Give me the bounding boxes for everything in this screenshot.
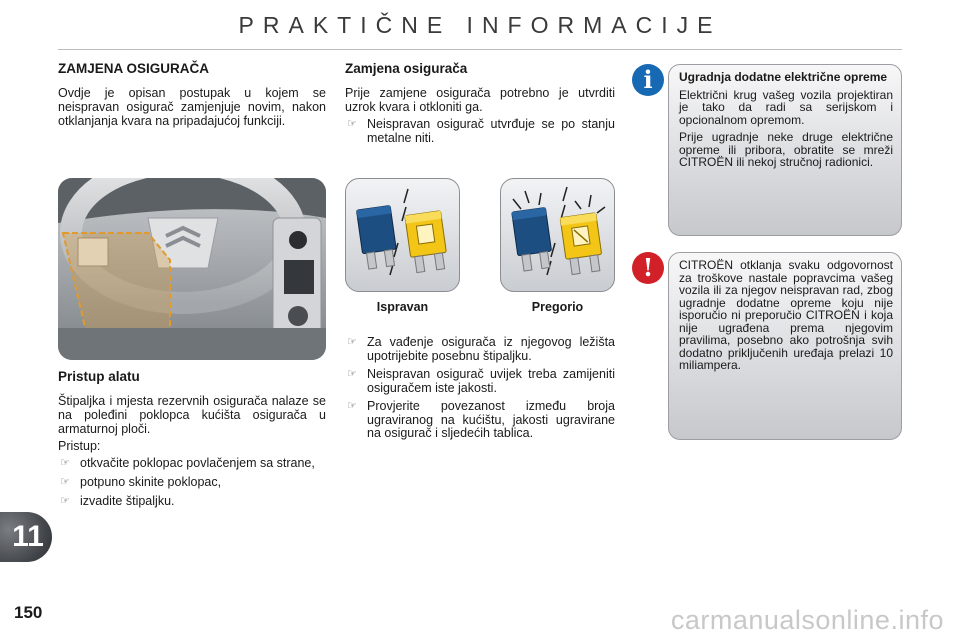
section-heading-fuse-change: Zamjena osigurača: [345, 61, 468, 76]
info-icon: i: [632, 64, 664, 96]
page-header-title: PRAKTIČNE INFORMACIJE: [238, 12, 722, 38]
fuse-blown-label: Pregorio: [531, 300, 584, 314]
info-box-title: Ugradnja dodatne električne opreme: [679, 70, 888, 84]
intro-paragraph: Ovdje je opisan postupak u kojem se neispravan osigurač zamjenjuje novim, nakon otklanjanja kvara na pripadajućoj funkciji.: [58, 86, 326, 128]
list-item: ☞ otkvačite poklopac povlačenjem sa strane,: [60, 456, 315, 470]
hand-pointer-icon: ☞: [60, 476, 70, 488]
section-heading-access: Pristup alatu: [58, 369, 140, 384]
info-box-paragraph: Električni krug vašeg vozila projektiran je tako da radi sa serijskom i opcionalnom opremom.: [679, 87, 893, 127]
list-item: ☞ Za vađenje osigurača iz njegovog ležišta upotrijebite posebnu štipaljku.: [347, 335, 615, 363]
warning-box-text: CITROËN otklanja svaku odgovornost za troškove nastale popravcima vašeg vozila ili za njegov neispravan rad, zbog ugradnje dodatne opreme koju nije isporučio ni preporučio CITROËN i koja nije ugrađena prema njegovim pravilima, posebno ako potrošnja svih dodatno priključenih uređaja prelazi 10 miliampera.: [679, 258, 893, 372]
middle-intro: Prije zamjene osigurača potrebno je utvrditi uzrok kvara i otkloniti ga.: [345, 86, 615, 114]
hand-pointer-icon: ☞: [347, 118, 357, 130]
list-item: ☞ Neispravan osigurač utvrđuje se po stanju metalne niti.: [347, 117, 615, 145]
left-column: [58, 62, 326, 131]
header-divider: [58, 49, 902, 50]
middle-lower-column: [345, 333, 615, 446]
middle-bullets-2: [345, 336, 615, 441]
hand-pointer-icon: ☞: [60, 457, 70, 469]
fuse-good-label: Ispravan: [376, 300, 429, 314]
hand-pointer-icon: ☞: [60, 495, 70, 507]
watermark-text: carmanualsonline.info: [670, 605, 944, 635]
fuse-good-drawing: [346, 179, 460, 292]
list-item: ☞ potpuno skinite poklopac,: [60, 475, 222, 489]
page-number: 150: [14, 603, 43, 622]
dashboard-photo: [58, 178, 326, 360]
hand-pointer-icon: ☞: [347, 400, 357, 412]
list-item: ☞ izvadite štipaljku.: [60, 494, 175, 508]
fuse-good-illustration: [345, 178, 460, 292]
fuse-blown-drawing: [501, 179, 615, 292]
list-item: ☞ Neispravan osigurač uvijek treba zamijeniti osiguračem iste jakosti.: [347, 367, 615, 395]
access-steps-list: [58, 456, 326, 508]
access-section: [58, 370, 326, 513]
hand-pointer-icon: ☞: [347, 336, 357, 348]
info-box-paragraph: Prije ugradnje neke druge električne opreme ili pribora, obratite se mreži CITROËN ili nekoj stručnoj radionici.: [679, 130, 893, 169]
middle-column: [345, 62, 615, 150]
dashboard-illustration: [58, 178, 326, 360]
fuse-blown-illustration: [500, 178, 615, 292]
section-heading-fuse-replacement: ZAMJENA OSIGURAČA: [58, 61, 210, 76]
warning-box: [668, 252, 902, 440]
chapter-number: 11: [12, 520, 44, 553]
list-item: ☞ Provjerite povezanost između broja ugraviranog na kućištu, jakosti ugravirane na osigurač i sljedećih tablica.: [347, 399, 615, 440]
access-label: Pristup:: [58, 439, 101, 453]
exclamation-icon: !: [632, 252, 664, 284]
middle-bullets-1: [345, 117, 615, 145]
info-box: [668, 64, 902, 236]
hand-pointer-icon: ☞: [347, 368, 357, 380]
access-paragraph: Štipaljka i mjesta rezervnih osigurača nalaze se na poleđini poklopca kućišta osigurača u armaturnoj ploči.: [58, 394, 326, 436]
